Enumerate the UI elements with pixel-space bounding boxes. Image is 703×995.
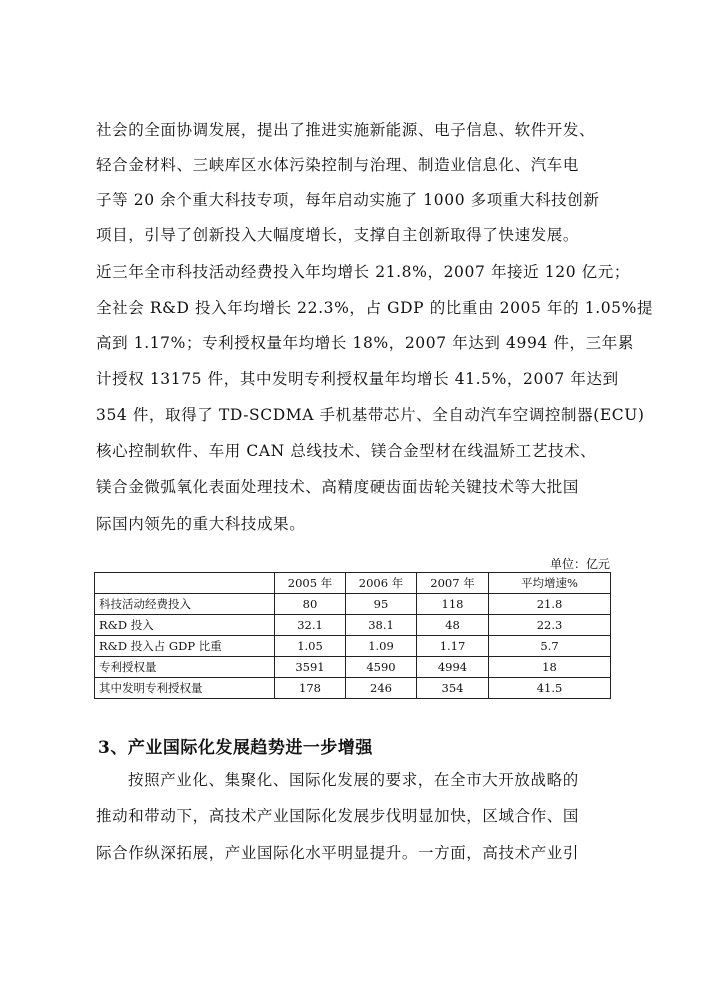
text-line: 镁合金微弧氧化表面处理技术、高精度硬齿面齿轮关键技术等大批国 (96, 478, 580, 496)
table-cell: 18 (489, 657, 611, 678)
text-line: 按照产业化、集聚化、国际化发展的要求，在全市大开放战略的 (128, 771, 579, 789)
table-row (95, 594, 611, 615)
table-row-label: 科技活动经费投入 (95, 594, 275, 615)
table-cell: 38.1 (346, 615, 417, 636)
table-cell: 4994 (417, 657, 489, 678)
table-header-cell: 平均增速% (489, 573, 611, 594)
table-header-row (95, 573, 611, 594)
table-header-cell: 2007 年 (417, 573, 489, 594)
table-cell: 5.7 (489, 636, 611, 657)
table-cell: 41.5 (489, 678, 611, 699)
table-cell: 48 (417, 615, 489, 636)
table-row-label: R&D 投入占 GDP 比重 (95, 636, 275, 657)
text-line: 近三年全市科技活动经费投入年均增长 21.8%，2007 年接近 120 亿元； (96, 263, 630, 281)
table-cell: 1.17 (417, 636, 489, 657)
statistics-table (94, 572, 611, 699)
table-row (95, 615, 611, 636)
text-line: 轻合金材料、三峡库区水体污染控制与治理、制造业信息化、汽车电 (96, 156, 580, 174)
table-unit-label: 单位：亿元 (549, 557, 610, 571)
table-cell: 1.05 (275, 636, 346, 657)
text-line: 子等 20 余个重大科技专项，每年启动实施了 1000 多项重大科技创新 (96, 191, 600, 209)
text-line: 项目，引导了创新投入大幅度增长，支撑自主创新取得了快速发展。 (96, 226, 580, 244)
table-header-cell: 2005 年 (275, 573, 346, 594)
text-line: 际合作纵深拓展，产业国际化水平明显提升。一方面，高技术产业引 (96, 844, 580, 862)
table-cell: 32.1 (275, 615, 346, 636)
table-cell: 21.8 (489, 594, 611, 615)
table-cell: 354 (417, 678, 489, 699)
table-row-label: R&D 投入 (95, 615, 275, 636)
text-line: 354 件，取得了 TD-SCDMA 手机基带芯片、全自动汽车空调控制器(ECU) (96, 406, 645, 424)
text-line: 推动和带动下，高技术产业国际化发展步伐明显加快，区域合作、国 (96, 807, 580, 825)
table-cell: 118 (417, 594, 489, 615)
table-row-label: 专利授权量 (95, 657, 275, 678)
table-cell: 95 (346, 594, 417, 615)
text-line: 高到 1.17%；专利授权量年均增长 18%，2007 年达到 4994 件，三年累 (96, 334, 634, 352)
table-cell: 3591 (275, 657, 346, 678)
text-line: 际国内领先的重大科技成果。 (96, 515, 306, 533)
text-line: 全社会 R&D 投入年均增长 22.3%，占 GDP 的比重由 2005 年的 1.05%提 (96, 299, 654, 317)
table-row-label: 其中发明专利授权量 (95, 678, 275, 699)
table-cell: 4590 (346, 657, 417, 678)
table-cell: 178 (275, 678, 346, 699)
table-cell: 22.3 (489, 615, 611, 636)
section-heading: 3、产业国际化发展趋势进一步增强 (98, 738, 373, 758)
table-cell: 1.09 (346, 636, 417, 657)
text-line: 社会的全面协调发展，提出了推进实施新能源、电子信息、软件开发、 (96, 121, 596, 139)
text-line: 计授权 13175 件，其中发明专利授权量年均增长 41.5%，2007 年达到 (96, 370, 619, 388)
table-cell: 80 (275, 594, 346, 615)
table-row (95, 678, 611, 699)
table-row (95, 657, 611, 678)
table-cell: 246 (346, 678, 417, 699)
table-row (95, 636, 611, 657)
table-header-cell: 2006 年 (346, 573, 417, 594)
table-header-cell (95, 573, 275, 594)
text-line: 核心控制软件、车用 CAN 总线技术、镁合金型材在线温矫工艺技术、 (96, 442, 597, 460)
